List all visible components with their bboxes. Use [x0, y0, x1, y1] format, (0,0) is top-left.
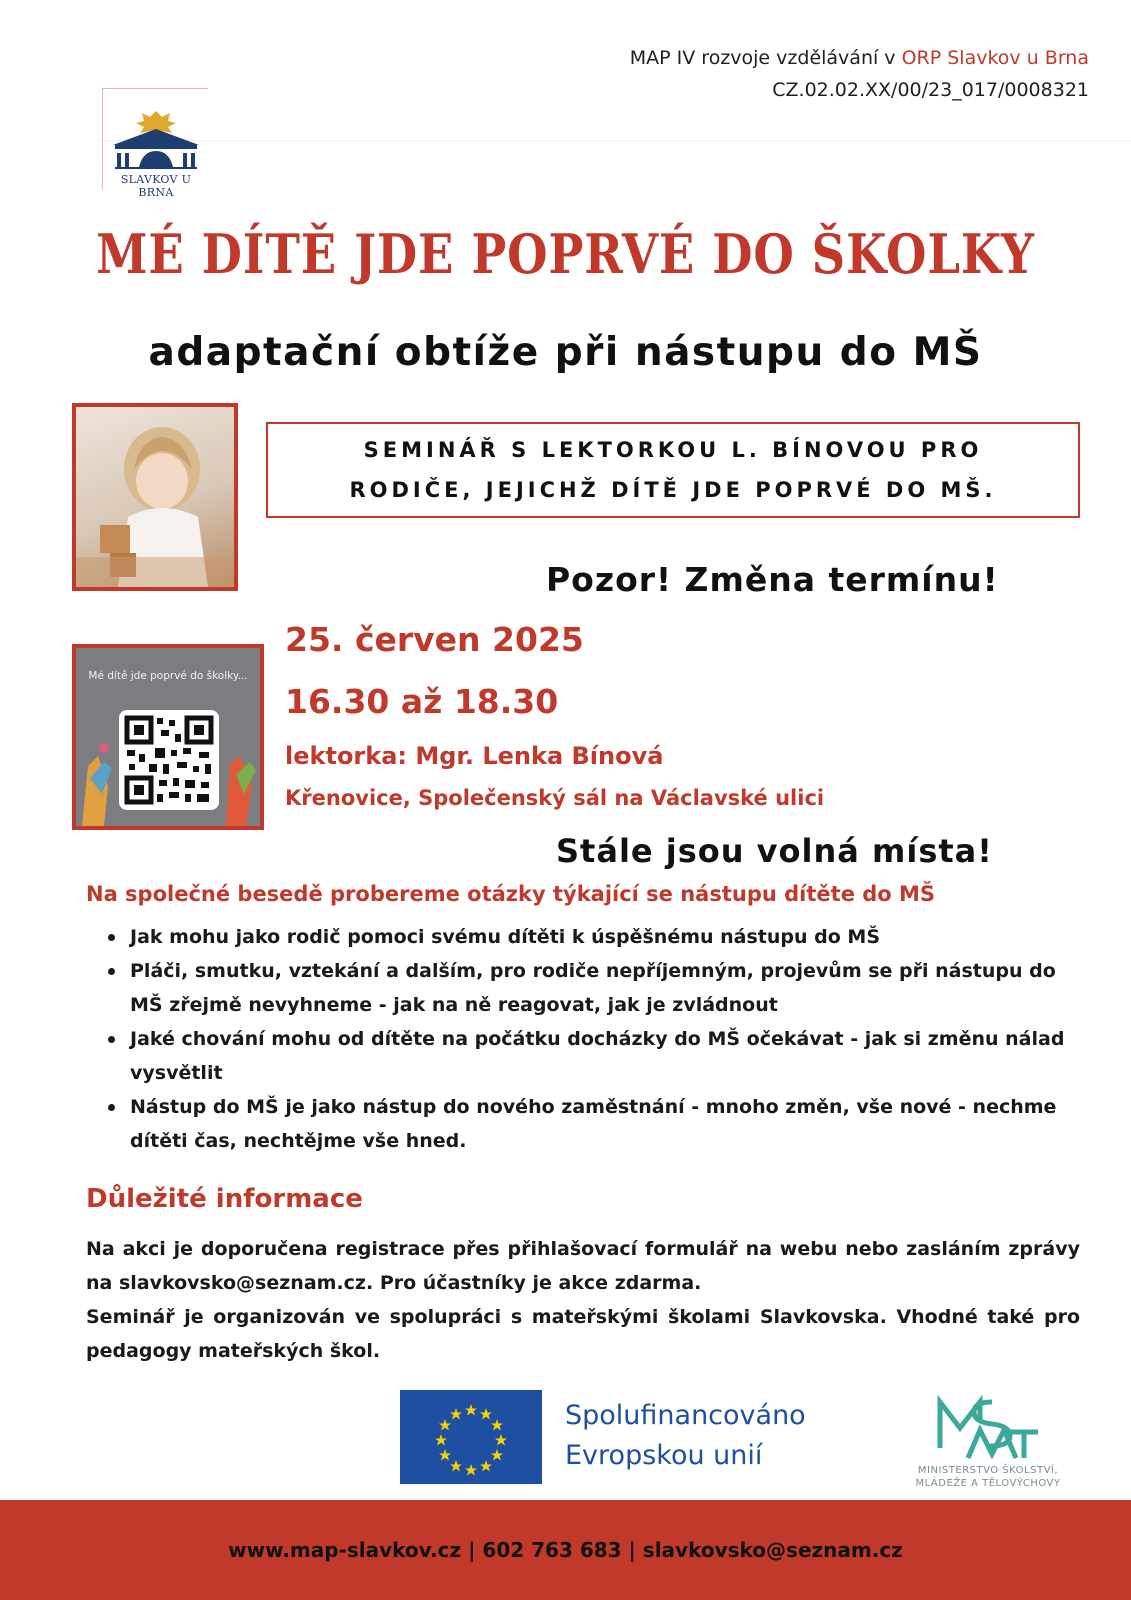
msmt-text [888, 1464, 1088, 1490]
free-seats-notice: Stále jsou volná místa! [556, 832, 993, 870]
footer-bar [0, 1500, 1131, 1600]
seminar-line-2: RODIČE, JEJICHŽ DÍTĚ JDE POPRVÉ DO MŠ. [349, 478, 997, 502]
project-name: MAP IV rozvoje vzdělávání v ORP Slavkov u Brna [629, 47, 1089, 69]
list-item: Jak mohu jako rodič pomoci svému dítěti k úspěšnému nástupu do MŠ [130, 920, 1090, 954]
seminar-line-1: SEMINÁŘ S LEKTORKOU L. BÍNOVOU PRO [363, 438, 983, 462]
msmt-monogram-icon [888, 1392, 1088, 1462]
list-item: Nástup do MŠ je jako nástup do nového zaměstnání - mnoho změn, vše nové - nechme dítěti čas, nechtějme vše hned. [130, 1090, 1090, 1158]
msmt-text-line-2: MLÁDEŽE A TĚLOVÝCHOVY [915, 1478, 1061, 1489]
info-heading: Důležité informace [86, 1184, 363, 1214]
eu-cofinanced-text [565, 1396, 806, 1476]
list-item: Pláči, smutku, vztekání a dalším, pro rodiče nepříjemným, projevům se při nástupu do MŠ zřejmě nevyhneme - jak na ně reagovat, jak je zvládnout [130, 954, 1090, 1022]
child-photo [72, 403, 238, 591]
qr-caption: Mé dítě jde poprvé do školky... [88, 670, 248, 682]
page-title: MÉ DÍTĚ JDE POPRVÉ DO ŠKOLKY [96, 222, 1035, 286]
event-date: 25. červen 2025 [285, 620, 584, 659]
logo-text: SLAVKOV U BRNA [120, 173, 192, 199]
event-lecturer: lektorka: Mgr. Lenka Bínová [285, 742, 664, 770]
child-playing-image [76, 407, 234, 587]
list-item: Jaké chování mohu od dítěte na počátku docházky do MŠ očekávat - jak si změnu nálad vysvětlit [130, 1022, 1090, 1090]
eu-text-line-2: Evropskou unií [565, 1440, 763, 1471]
eu-flag-icon [400, 1390, 542, 1484]
info-text [86, 1232, 1080, 1368]
msmt-logo [888, 1392, 1088, 1492]
seminar-description-box [266, 422, 1080, 518]
project-region: ORP Slavkov u Brna [901, 47, 1089, 69]
page-subtitle: adaptační obtíže při nástupu do MŠ [148, 330, 983, 375]
info-organization: Seminář je organizován ve spolupráci s mateřskými školami Slavkovska. Vhodné také pro pedagogy mateřských škol. [86, 1306, 1080, 1362]
topics-heading: Na společné besedě probereme otázky týkající se nástupu dítěte do MŠ [86, 882, 936, 906]
event-time: 16.30 až 18.30 [285, 682, 559, 721]
header-divider [100, 140, 1131, 141]
msmt-text-line-1: MINISTERSTVO ŠKOLSTVÍ, [917, 1465, 1059, 1476]
castle-eagle-icon [107, 109, 205, 171]
eu-text-line-1: Spolufinancováno [565, 1400, 806, 1431]
info-registration: Na akci je doporučena registrace přes přihlašovací formulář na webu nebo zasláním zprávy na slavkovsko@seznam.cz. Pro účastníky je akce zdarma. [86, 1238, 1080, 1294]
slavkov-logo [102, 88, 208, 199]
topics-list [130, 920, 1090, 1158]
date-change-notice: Pozor! Změna termínu! [546, 560, 999, 599]
footer-contacts[interactable]: www.map-slavkov.cz | 602 763 683 | slavkovsko@seznam.cz [228, 1538, 903, 1562]
qr-code-icon[interactable] [119, 710, 219, 810]
event-place: Křenovice, Společenský sál na Václavské ulici [285, 786, 825, 810]
project-code: CZ.02.02.XX/00/23_017/0008321 [772, 79, 1089, 101]
project-header [630, 42, 1089, 106]
registration-qr-card[interactable] [72, 644, 264, 830]
